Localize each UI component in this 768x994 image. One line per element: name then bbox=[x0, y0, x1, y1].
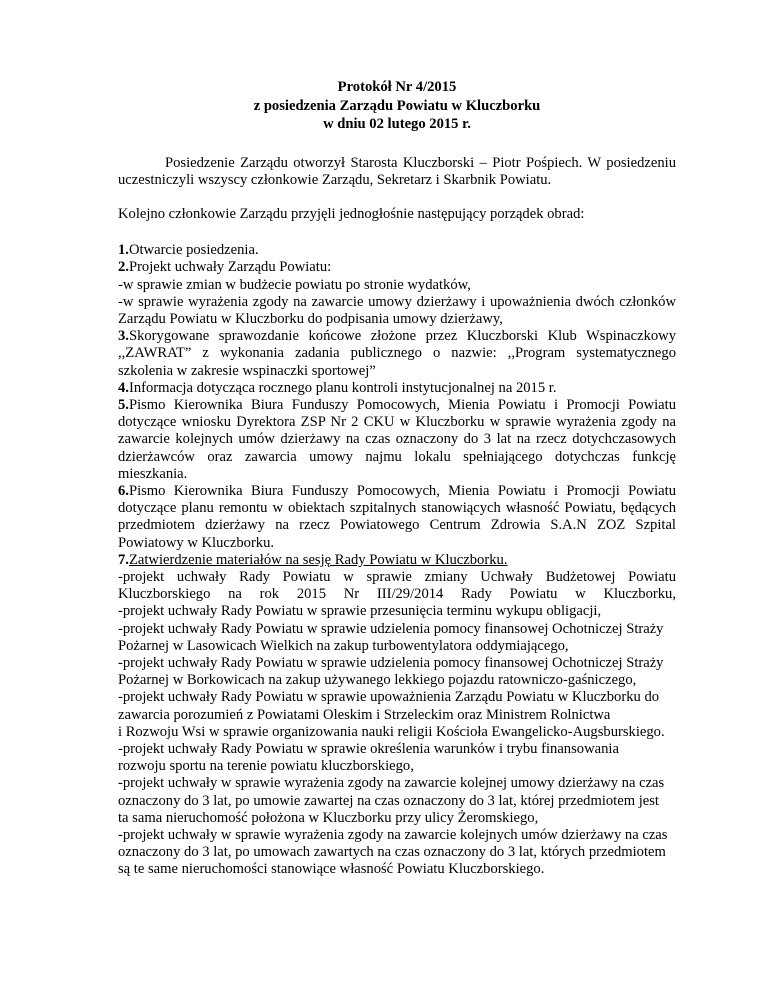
agenda-item-7-sub-f-line-2: rozwoju sportu na terenie powiatu kluczborskiego, bbox=[118, 758, 414, 775]
intro-line-2: uczestniczyli wszyscy członkowie Zarządu, Sekretarz i Skarbnik Powiatu. bbox=[118, 171, 552, 188]
agenda-item-7-text: Zatwierdzenie materiałów na sesję Rady Powiatu w Kluczborku. bbox=[128, 551, 508, 568]
agenda-item-7-sub-e-line-3: i Rozwoju Wsi w sprawie organizowania nauki religii Kościoła Ewangelicko-Augsburskiego. bbox=[118, 723, 665, 740]
agenda-item-1-number: 1. bbox=[118, 242, 129, 259]
agenda-item-5-line-2: dotyczące wniosku Dyrektora ZSP Nr 2 CKU w Kluczborku w sprawie wyrażenia zgody na bbox=[118, 414, 676, 431]
agenda-intro: Kolejno członkowie Zarządu przyjęli jednogłośnie następujący porządek obrad: bbox=[118, 205, 585, 222]
agenda-list bbox=[118, 242, 676, 879]
agenda-item-6-line-1 bbox=[118, 483, 676, 500]
agenda-item-3-line-2: ,,ZAWRAT” z wykonania zadania publicznego o nazwie: ,,Program systematycznego bbox=[118, 345, 676, 362]
agenda-item-7-sub-b: -projekt uchwały Rady Powiatu w sprawie przesunięcia terminu wykupu obligacji, bbox=[118, 603, 602, 620]
document-page bbox=[118, 78, 676, 879]
agenda-item-6-number: 6. bbox=[118, 482, 129, 499]
agenda-item-5-line-1 bbox=[118, 397, 676, 414]
agenda-item-7-sub-f-line-1: -projekt uchwały Rady Powiatu w sprawie określenia warunków i trybu finansowania bbox=[118, 741, 619, 757]
agenda-item-2-number: 2. bbox=[118, 259, 129, 276]
intro-line-1: Posiedzenie Zarządu otworzył Starosta Kluczborski – Piotr Pośpiech. W posiedzeniu bbox=[165, 154, 676, 171]
agenda-item-4-text: Informacja dotycząca rocznego planu kontroli instytucjonalnej na 2015 r. bbox=[128, 379, 557, 396]
agenda-item-3-line-3: szkolenia w zakresie wspinaczki sportowej” bbox=[118, 362, 376, 379]
agenda-item-2-sub-a: -w sprawie zmian w budżecie powiatu po stronie wydatków, bbox=[118, 276, 471, 293]
agenda-item-7-sub-g-line-3: ta sama nieruchomość położona w Kluczborku przy ulicy Żeromskiego, bbox=[118, 809, 539, 826]
agenda-item-7-sub-h-line-1: -projekt uchwały w sprawie wyrażenia zgody na zawarcie kolejnych umów dzierżawy na czas bbox=[118, 827, 668, 844]
title-line-3: w dniu 02 lutego 2015 r. bbox=[323, 116, 471, 132]
agenda-item-7-sub-e-line-2: zawarcia porozumień z Powiatami Oleskim i Strzeleckim oraz Ministrem Rolnictwa bbox=[118, 706, 611, 723]
agenda-item-7-sub-h-line-3: są te same nieruchomości stanowiące własność Powiatu Kluczborskiego. bbox=[118, 861, 545, 878]
agenda-item-5-line-4: dzierżawców oraz zawarcia umowy najmu lokalu spełniającego dotychczas funkcję bbox=[118, 448, 676, 465]
agenda-item-3-line-1 bbox=[118, 328, 676, 345]
intro-paragraph bbox=[118, 155, 676, 189]
document-title bbox=[118, 78, 676, 134]
agenda-item-7-sub-a-line-2: Kluczborskiego na rok 2015 Nr III/29/2014 Rady Powiatu w Kluczborku, bbox=[118, 586, 676, 603]
agenda-item-7-sub-d-line-1: -projekt uchwały Rady Powiatu w sprawie udzielenia pomocy finansowej Ochotniczej Straży bbox=[118, 654, 664, 671]
agenda-item-5-line-3: zawarcie kolejnych umów dzierżawy na czas oznaczony do 3 lat na rzecz dotychczasowych bbox=[118, 431, 676, 448]
agenda-item-3-number: 3. bbox=[118, 328, 129, 345]
agenda-item-2-sub-b-line-1: -w sprawie wyrażenia zgody na zawarcie umowy dzierżawy i upoważnienia dwóch członków bbox=[118, 293, 676, 310]
agenda-item-1 bbox=[118, 242, 676, 259]
agenda-item-5-text-1: Pismo Kierownika Biura Funduszy Pomocowych, Mienia Powiatu i Promocji Powiatu bbox=[128, 396, 676, 413]
agenda-item-3-text-1: Skorygowane sprawozdanie końcowe złożone przez Kluczborski Klub Wspinaczkowy bbox=[128, 328, 676, 345]
agenda-item-7-sub-e-line-1: -projekt uchwały Rady Powiatu w sprawie upoważnienia Zarządu Powiatu w Kluczborku do bbox=[118, 689, 660, 706]
agenda-item-7-sub-c-line-2: Pożarnej w Lasowicach Wielkich na zakup turbowentylatora oddymiającego, bbox=[118, 637, 569, 654]
agenda-item-7-sub-a-line-1: -projekt uchwały Rady Powiatu w sprawie zmiany Uchwały Budżetowej Powiatu bbox=[118, 568, 676, 585]
agenda-item-2-text: Projekt uchwały Zarządu Powiatu: bbox=[128, 259, 332, 276]
agenda-item-7-sub-g-line-1: -projekt uchwały w sprawie wyrażenia zgody na zawarcie kolejnej umowy dzierżawy na czas bbox=[118, 775, 665, 792]
agenda-item-1-text: Otwarcie posiedzenia. bbox=[128, 242, 259, 259]
agenda-item-6-line-2: dotyczące planu remontu w obiektach szpitalnych stanowiących własność Powiatu, będących bbox=[118, 500, 676, 517]
agenda-item-4-number: 4. bbox=[118, 379, 129, 396]
agenda-item-2 bbox=[118, 259, 676, 276]
agenda-item-5-number: 5. bbox=[118, 396, 129, 413]
agenda-item-7-sub-c-line-1: -projekt uchwały Rady Powiatu w sprawie udzielenia pomocy finansowej Ochotniczej Straży bbox=[118, 620, 664, 637]
agenda-item-6-text-1: Pismo Kierownika Biura Funduszy Pomocowych, Mienia Powiatu i Promocji Powiatu bbox=[128, 482, 676, 499]
agenda-item-6-line-3: przedmiotem dzierżawy na rzecz Powiatowego Centrum Zdrowia S.A.N ZOZ Szpital bbox=[118, 517, 676, 534]
agenda-item-7-sub-g-line-2: oznaczony do 3 lat, po umowie zawartej na czas oznaczony do 3 lat, której przedmiotem jest bbox=[118, 792, 659, 809]
agenda-item-5-line-5: mieszkania. bbox=[118, 465, 188, 482]
agenda-item-7 bbox=[118, 552, 676, 569]
agenda-item-7-number: 7. bbox=[118, 551, 129, 568]
agenda-item-2-sub-b-line-2: Zarządu Powiatu w Kluczborku do podpisania umowy dzierżawy, bbox=[118, 310, 503, 327]
agenda-item-7-sub-h-line-2: oznaczony do 3 lat, po umowach zawartych na czas oznaczony do 3 lat, których przedmiotem bbox=[118, 844, 666, 861]
title-line-1: Protokół Nr 4/2015 bbox=[337, 79, 457, 95]
agenda-item-7-sub-d-line-2: Pożarnej w Borkowicach na zakup używanego lekkiego pojazdu ratowniczo-gaśniczego, bbox=[118, 672, 637, 689]
agenda-item-4 bbox=[118, 380, 676, 397]
title-line-2: z posiedzenia Zarządu Powiatu w Kluczborku bbox=[253, 97, 541, 114]
agenda-item-6-line-4: Powiatowy w Kluczborku. bbox=[118, 534, 275, 551]
